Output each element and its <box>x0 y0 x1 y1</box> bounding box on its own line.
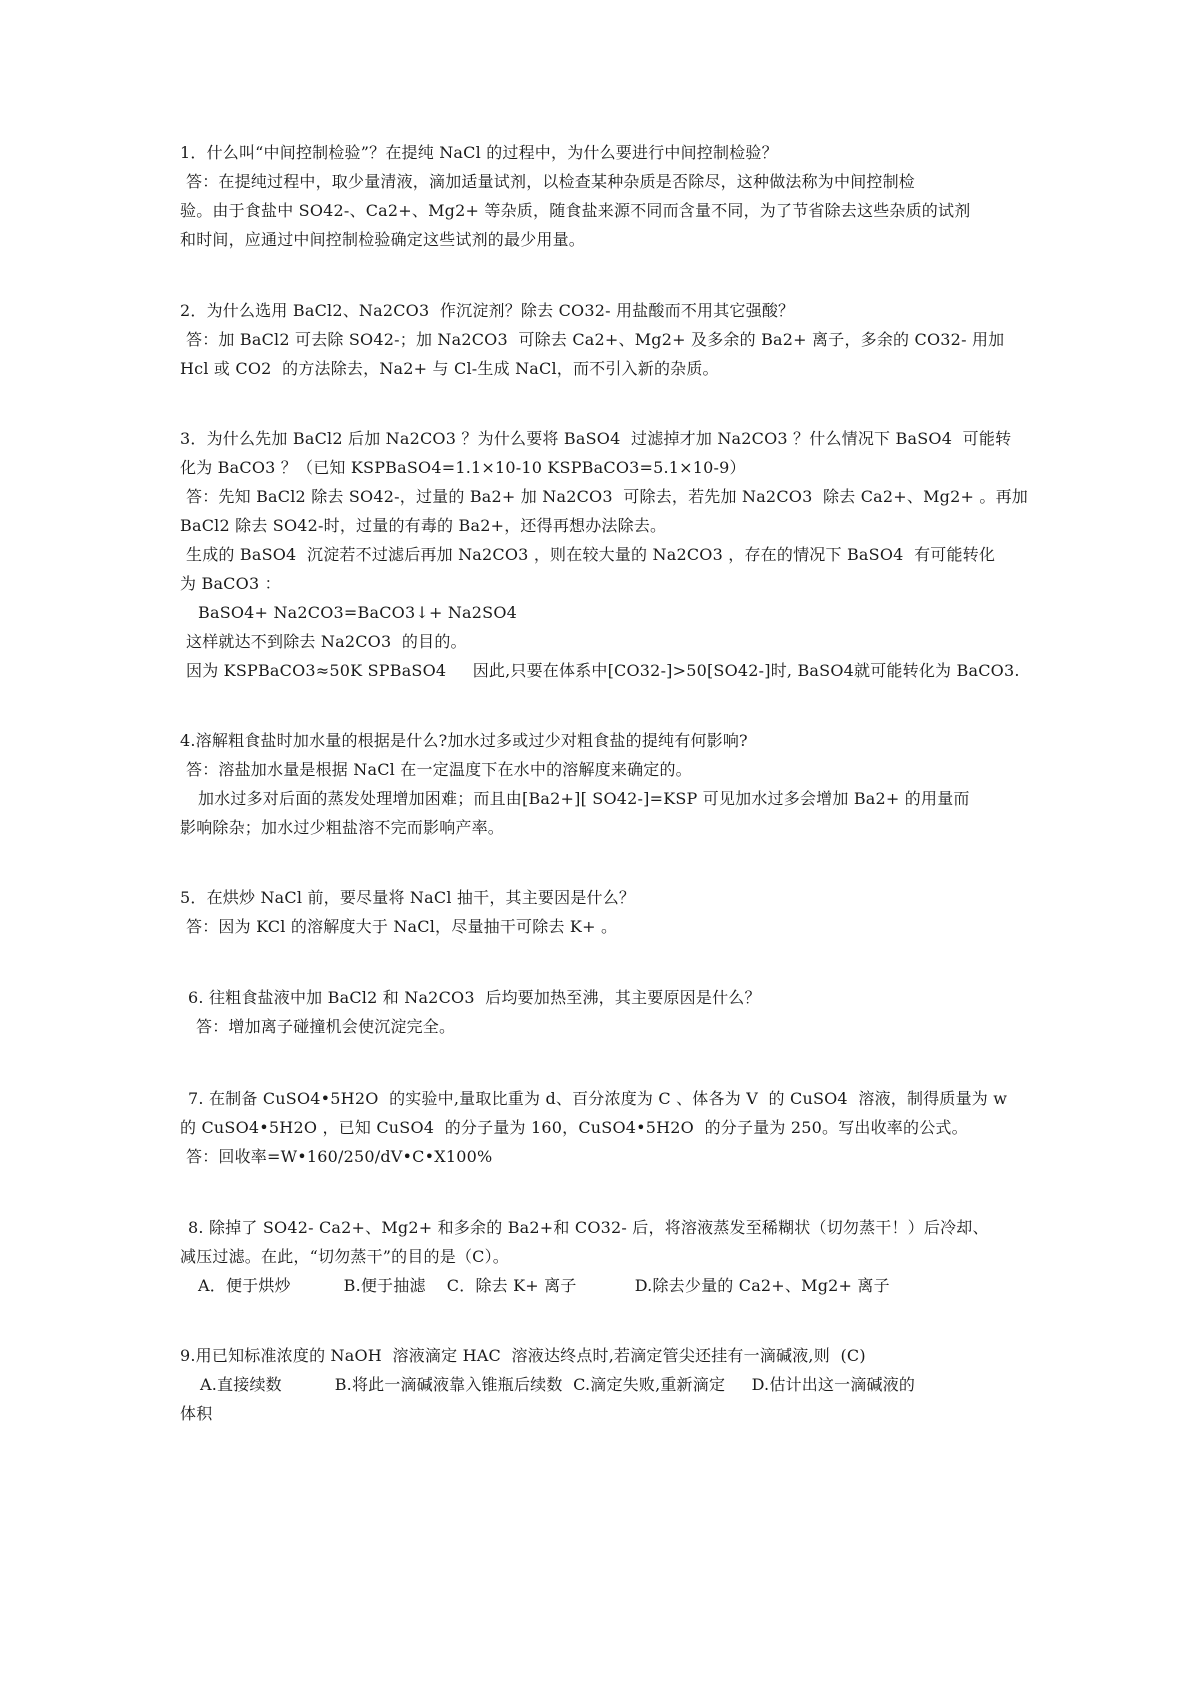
q2-answer-line2: Hcl 或 CO2 的方法除去，Na2+ 与 Cl-生成 NaCl，而不引入新的杂质。 <box>180 359 719 378</box>
q6-answer: 答：增加离子碰撞机会使沉淀完全。 <box>196 1017 456 1036</box>
q3-answer-line2: BaCl2 除去 SO42-时，过量的有毒的 Ba2+，还得再想办法除去。 <box>180 516 667 535</box>
q8-question-line2: 减压过滤。在此，“切勿蒸干”的目的是（C）。 <box>180 1247 510 1266</box>
q4-answer-line3: 影响除杂；加水过少粗盐溶不完而影响产率。 <box>180 818 505 837</box>
q3-answer-line5: 这样就达不到除去 Na2CO3 的目的。 <box>186 632 467 651</box>
q3-question-line1: 3．为什么先加 BaCl2 后加 Na2CO3 ？为什么要将 BaSO4 过滤掉才加 Na2CO3 ？什么情况下 BaSO4 可能转 <box>180 429 1012 448</box>
q8-question-line1: 8. 除掉了 SO42- Ca2+、Mg2+ 和多余的 Ba2+和 CO32- 后，将溶液蒸发至稀糊状（切勿蒸干！）后冷却、 <box>188 1218 989 1237</box>
q7-question-line2: 的 CuSO4•5H2O ，已知 CuSO4 的分子量为 160，CuSO4•5H2O 的分子量为 250。写出收率的公式。 <box>180 1118 968 1137</box>
q7-answer: 答：回收率=W•160/250/dV•C•X100% <box>186 1147 493 1166</box>
q9-options-wrap: 体积 <box>180 1404 213 1423</box>
q5-answer: 答：因为 KCl 的溶解度大于 NaCl，尽量抽干可除去 K+ 。 <box>186 917 618 936</box>
q1-answer-line2: 验。由于食盐中 SO42-、Ca2+、Mg2+ 等杂质，随食盐来源不同而含量不同，为了节省除去这些杂质的试剂 <box>180 201 971 220</box>
q4-answer-line1: 答：溶盐加水量是根据 NaCl 在一定温度下在水中的溶解度来确定的。 <box>186 760 692 779</box>
q1-question: 1．什么叫“中间控制检验”？在提纯 NaCl 的过程中，为什么要进行中间控制检验？ <box>180 143 778 162</box>
q8-options: A．便于烘炒 B.便于抽滤 C．除去 K+ 离子 D.除去少量的 Ca2+、Mg2+ 离子 <box>198 1276 890 1295</box>
q3-question-line2: 化为 BaCO3 ？（已知 KSPBaSO4=1.1×10-10 KSPBaCO3=5.1×10-9） <box>180 458 746 477</box>
q3-answer-line1: 答：先知 BaCl2 除去 SO42-，过量的 Ba2+ 加 Na2CO3 可除去，若先加 Na2CO3 除去 Ca2+、Mg2+ 。再加 <box>186 487 1028 506</box>
q1-answer-line1: 答：在提纯过程中，取少量清液，滴加适量试剂，以检查某种杂质是否除尽，这种做法称为中间控制检 <box>186 172 916 191</box>
q4-question: 4.溶解粗食盐时加水量的根据是什么?加水过多或过少对粗食盐的提纯有何影响? <box>180 731 748 750</box>
q6-question: 6. 往粗食盐液中加 BaCl2 和 Na2CO3 后均要加热至沸，其主要原因是什么？ <box>188 988 761 1007</box>
q3-answer-line3: 生成的 BaSO4 沉淀若不过滤后再加 Na2CO3 ，则在较大量的 Na2CO3 ，存在的情况下 BaSO4 有可能转化 <box>186 545 996 564</box>
q9-options: A.直接续数 B.将此一滴碱液靠入锥瓶后续数 C.滴定失败,重新滴定 D.估计出这一滴碱液的 <box>200 1375 916 1394</box>
q5-question: 5．在烘炒 NaCl 前，要尽量将 NaCl 抽干，其主要因是什么？ <box>180 888 636 907</box>
q7-question-line1: 7. 在制备 CuSO4•5H2O 的实验中,量取比重为 d、百分浓度为 C 、体各为 V 的 CuSO4 溶液，制得质量为 w <box>188 1089 1008 1108</box>
q1-answer-line3: 和时间，应通过中间控制检验确定这些试剂的最少用量。 <box>180 230 586 249</box>
q2-answer-line1: 答：加 BaCl2 可去除 SO42-；加 Na2CO3 可除去 Ca2+、Mg2+ 及多余的 Ba2+ 离子，多余的 CO32- 用加 <box>186 330 1005 349</box>
q3-answer-line4: 为 BaCO3 ： <box>180 574 281 593</box>
q3-answer-line6: 因为 KSPBaCO3≈50K SPBaSO4 因此,只要在体系中[CO32-]>50[SO42-]时, BaSO4就可能转化为 BaCO3. <box>186 661 1020 680</box>
q3-equation: BaSO4+ Na2CO3=BaCO3↓+ Na2SO4 <box>198 603 518 622</box>
q2-question: 2．为什么选用 BaCl2、Na2CO3 作沉淀剂？除去 CO32- 用盐酸而不用其它强酸？ <box>180 301 795 320</box>
q9-question: 9.用已知标准浓度的 NaOH 溶液滴定 HAC 溶液达终点时,若滴定管尖还挂有一滴碱液,则 (C) <box>180 1346 866 1365</box>
q4-answer-line2: 加水过多对后面的蒸发处理增加困难；而且由[Ba2+][ SO42-]=KSP 可见加水过多会增加 Ba2+ 的用量而 <box>198 789 970 808</box>
